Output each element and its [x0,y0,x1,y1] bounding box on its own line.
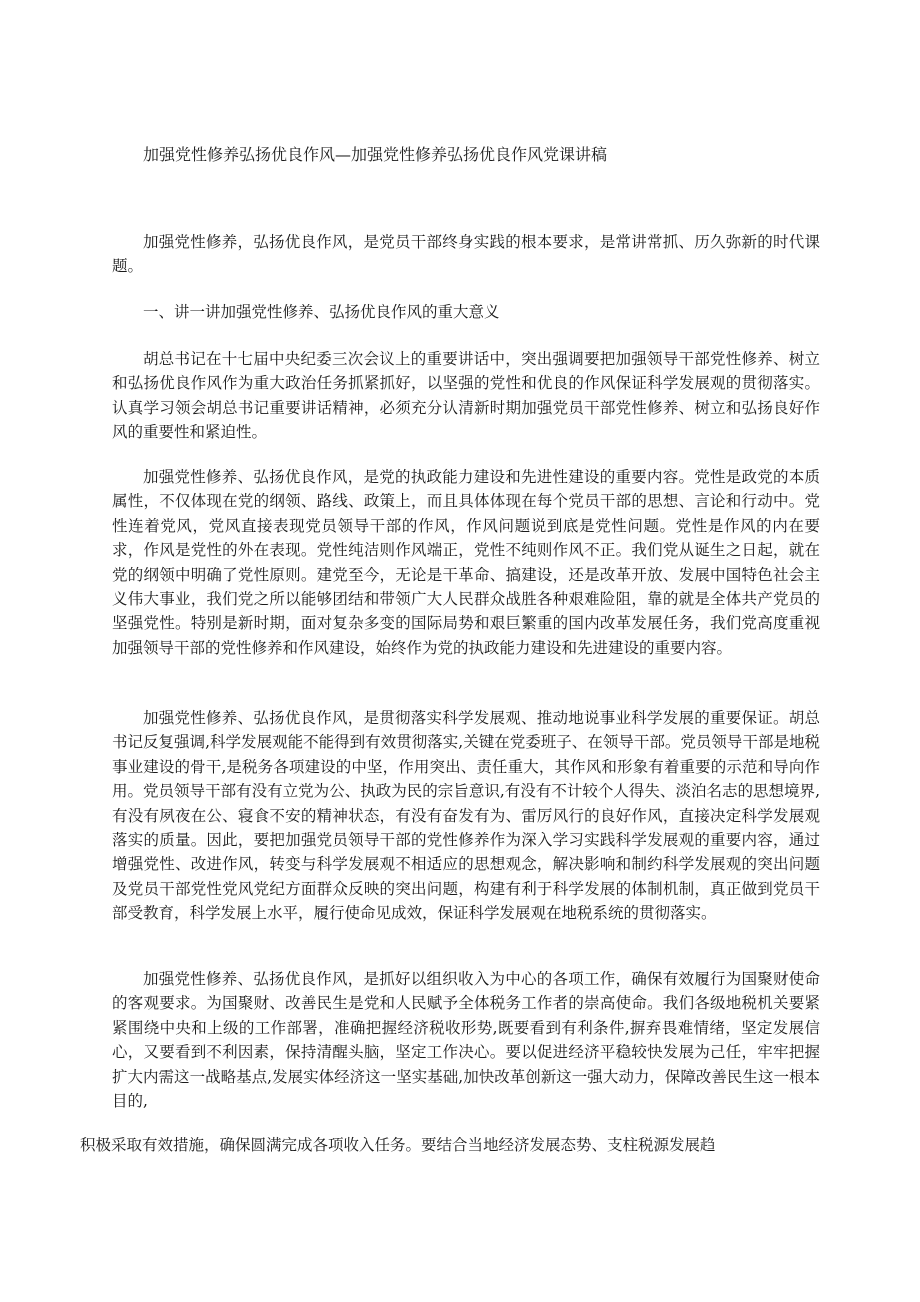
section-heading: 一、讲一讲加强党性修养、弘扬优良作风的重大意义 [143,303,500,321]
body-paragraph: 加强党性修养、弘扬优良作风，是抓好以组织收入为中心的各项工作，确保有效履行为国聚财使命的客观要求。为国聚财、改善民生是党和人民赋予全体税务工作者的崇高使命。我们各级地税机关要紧紧围绕中央和上级的工作部署，准确把握经济税收形势,既要看到有利条件,摒弃畏难情绪，坚定发展信心，又要看到不利因素，保持清醒头脑，坚定工作决心。要以促进经济平稳较快发展为己任，牢牢把握扩大内需这一战略基点,发展实体经济这一坚实基础,加快改革创新这一强大动力，保障改善民生这一根本目的, [112,970,820,1111]
body-paragraph: 加强党性修养、弘扬优良作风，是贯彻落实科学发展观、推动地说事业科学发展的重要保证。胡总书记反复强调,科学发展观能不能得到有效贯彻落实,关键在党委班子、在领导干部。党员领导干部是地税事业建设的骨干,是税务各项建设的中坚，作用突出、责任重大，其作风和形象有着重要的示范和导向作用。党员领导干部有没有立党为公、执政为民的宗旨意识,有没有不计较个人得失、淡泊名志的思想境界,有没有夙夜在公、寝食不安的精神状态，有没有奋发有为、雷厉风行的良好作风，直接决定科学发展观落实的质量。因此，要把加强党员领导干部的党性修养作为深入学习实践科学发展观的重要内容，通过增强党性、改进作风，转变与科学发展观不相适应的思想观念，解决影响和制约科学发展观的突出问题及党员干部党性党风党纪方面群众反映的突出问题，构建有利于科学发展的体制机制，真正做到党员干部受教育，科学发展上水平，履行使命见成效，保证科学发展观在地税系统的贯彻落实。 [112,709,820,923]
body-paragraph: 加强党性修养、弘扬优良作风，是党的执政能力建设和先进性建设的重要内容。党性是政党的本质属性，不仅体现在党的纲领、路线、政策上，而且具体体现在每个党员干部的思想、言论和行动中。党性连着党风，党风直接表现党员领导干部的作风，作风问题说到底是党性问题。党性是作风的内在要求，作风是党性的外在表现。党性纯洁则作风端正，党性不纯则作风不正。我们党从诞生之日起，就在党的纲领中明确了党性原则。建党至今，无论是干革命、搞建设，还是改革开放、发展中国特色社会主义伟大事业，我们党之所以能够团结和带领广大人民群众战胜各种艰难险阻，靠的就是全体共产党员的坚强党性。特别是新时期，面对复杂多变的国际局势和艰巨繁重的国内改革发展任务，我们党高度重视加强领导干部的党性修养和作风建设，始终作为党的执政能力建设和先进建设的重要内容。 [112,468,820,657]
intro-paragraph: 加强党性修养，弘扬优良作风，是党员干部终身实践的根本要求，是常讲常抓、历久弥新的时代课题。 [112,233,820,276]
body-paragraph: 胡总书记在十七届中央纪委三次会议上的重要讲话中，突出强调要把加强领导干部党性修养、树立和弘扬优良作风作为重大政治任务抓紧抓好，以坚强的党性和优良的作风保证科学发展观的贯彻落实。认真学习领会胡总书记重要讲话精神，必须充分认清新时期加强党员干部党性修养、树立和弘扬良好作风的重要性和紧迫性。 [112,350,820,442]
document-title: 加强党性修养弘扬优良作风—加强党性修养弘扬优良作风党课讲稿 [143,145,608,164]
body-paragraph-continued: 积极采取有效措施，确保圆满完成各项收入任务。要结合当地经济发展态势、支柱税源发展趋 [80,1136,716,1154]
